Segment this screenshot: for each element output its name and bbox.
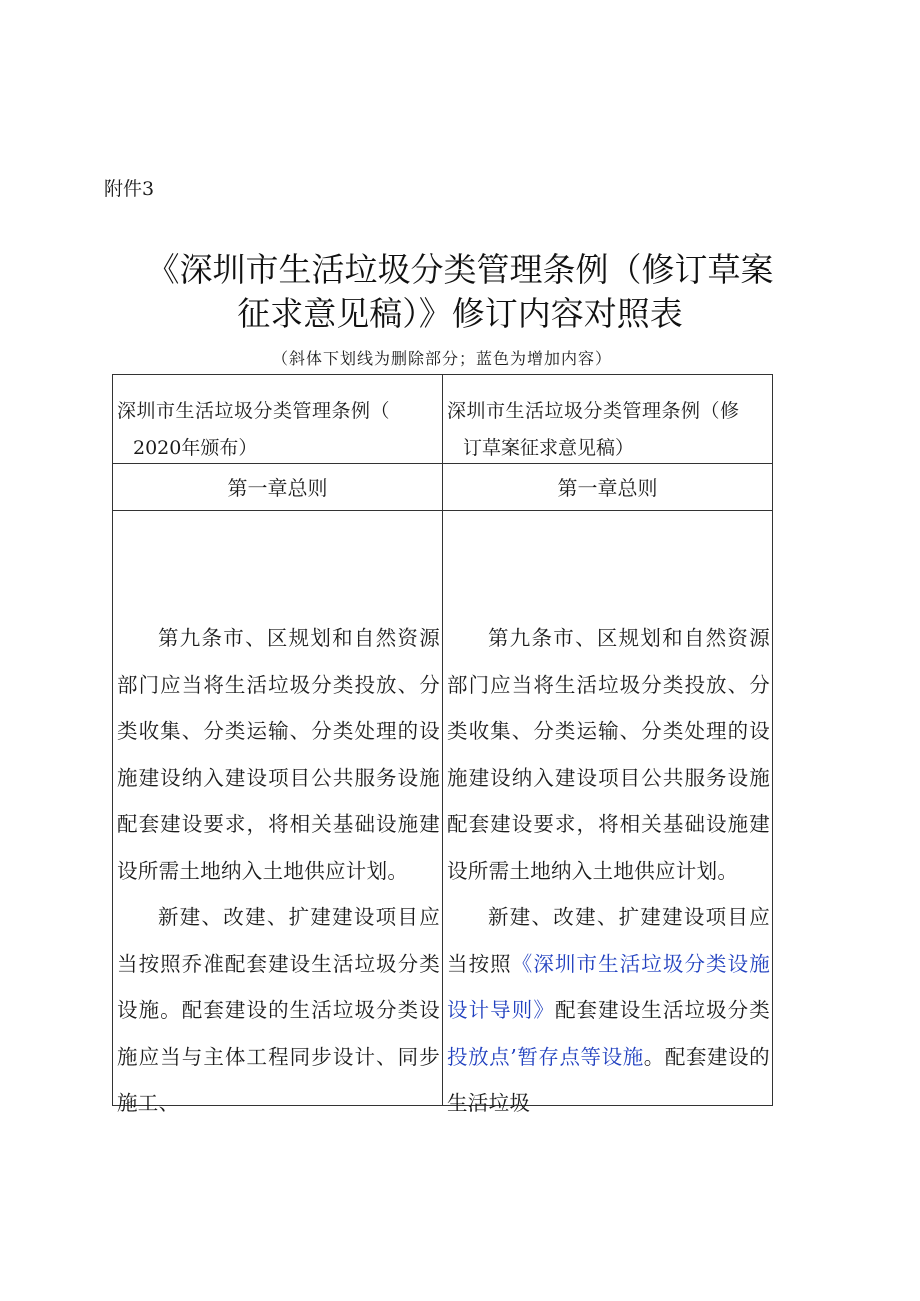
- revised-text: 新建、改建、扩建建设项目应当按照: [447, 905, 770, 976]
- comparison-table: [112, 374, 773, 1115]
- original-paragraph-1: 第九条市、区规划和自然资源部门应当将生活垃圾分类投放、分类收集、分类运输、分类处理的设施建设纳入建设项目公共服务设施配套建设要求，将相关基础设施建设所需土地纳入土地供应计划。: [117, 626, 440, 883]
- header-revised-line1: 深圳市生活垃圾分类管理条例（修: [447, 400, 740, 422]
- header-original: [113, 375, 443, 464]
- header-original-line1: 深圳市生活垃圾分类管理条例（: [117, 400, 391, 422]
- table-header-row: [113, 375, 773, 464]
- legend-note: （斜体下划线为删除部分；蓝色为增加内容）: [271, 349, 612, 368]
- revised-article-text: [443, 511, 772, 1115]
- chapter-original: 第一章总则: [227, 476, 328, 500]
- original-paragraph-2: 新建、改建、扩建建设项目应当按照乔准配套建设生活垃圾分类设施。配套建设的生活垃圾分类设施应当与主体工程同步设计、同步施工、: [117, 905, 440, 1115]
- revised-text: 。配套建设的生活垃圾: [447, 1044, 770, 1115]
- header-revised: [443, 375, 773, 464]
- chapter-row: [113, 464, 773, 511]
- added-text: 《深圳市生活垃圾分类设施设计导则》: [447, 951, 770, 1022]
- revised-text: 配套建设生活垃圾分类: [554, 998, 771, 1022]
- document-title-line1: 《深圳市生活垃圾分类管理条例（修订草案: [146, 250, 774, 289]
- original-article-text: [113, 511, 442, 1115]
- document-title-line2: 征求意见稿）》修订内容对照表: [237, 294, 683, 333]
- article-row: [113, 511, 773, 1106]
- header-original-line2: 2020年颁布）: [133, 437, 258, 459]
- added-text: 投放点’暂存点等设施: [447, 1044, 644, 1069]
- revised-paragraph-1: 第九条市、区规划和自然资源部门应当将生活垃圾分类投放、分类收集、分类运输、分类处理的设施建设纳入建设项目公共服务设施配套建设要求，将相关基础设施建设所需土地纳入土地供应计划。: [447, 626, 770, 883]
- revised-paragraph-2: [447, 894, 770, 1127]
- header-revised-line2: 订草案征求意见稿）: [463, 437, 635, 459]
- chapter-revised: 第一章总则: [557, 476, 658, 500]
- attachment-label: 附件3: [104, 178, 155, 200]
